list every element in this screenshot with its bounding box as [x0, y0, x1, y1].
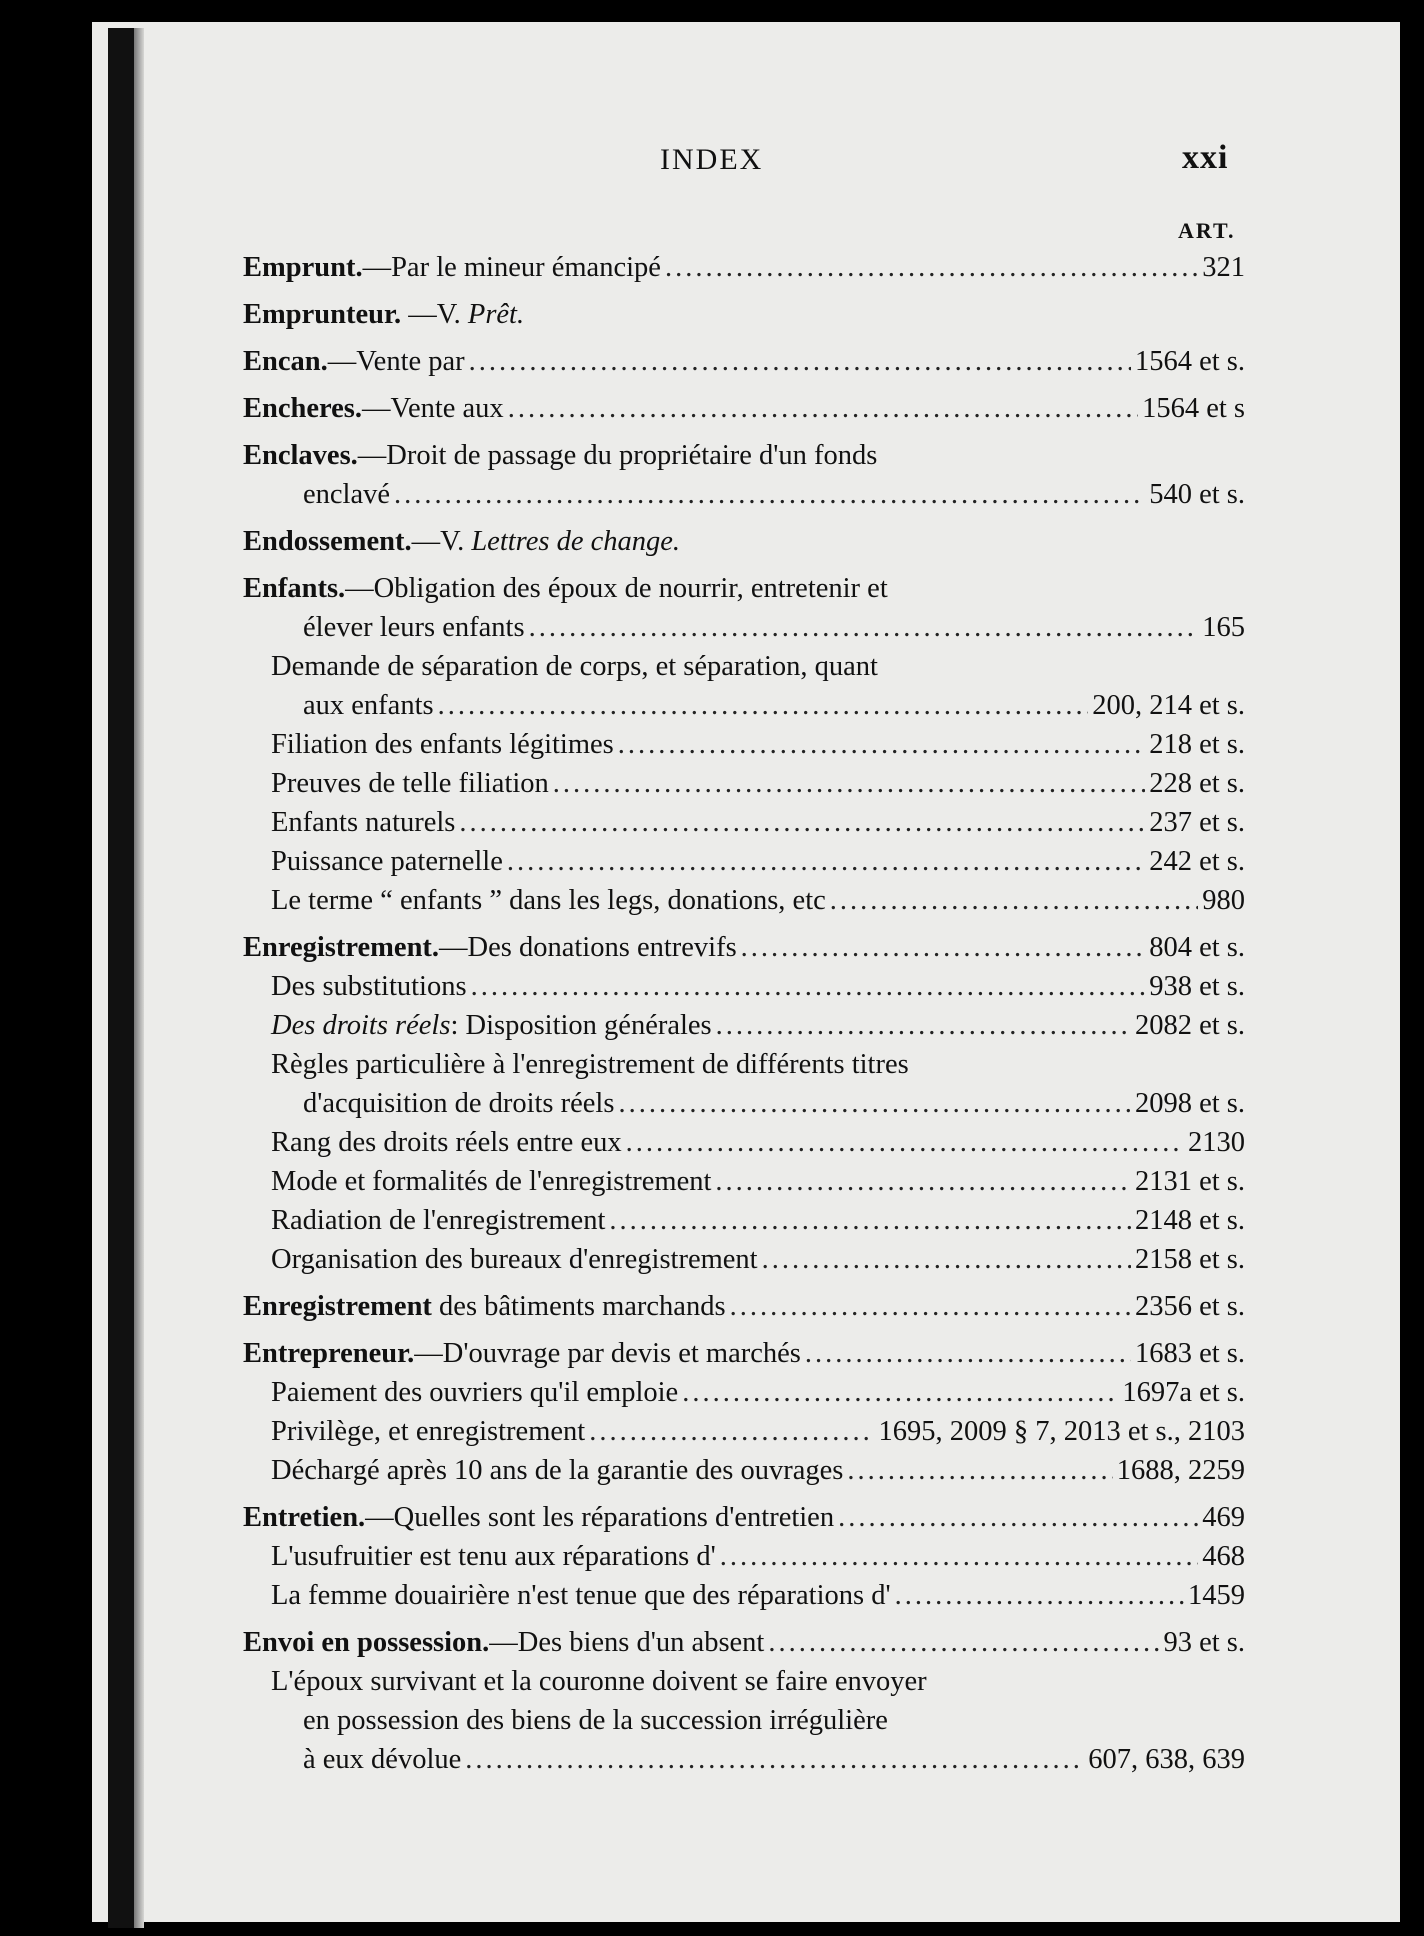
index-subentry [243, 1740, 1245, 1779]
entry-text [271, 1162, 711, 1201]
index-entry-heading [243, 928, 1245, 967]
article-reference: 321 [1202, 252, 1245, 283]
entry-text [271, 803, 455, 842]
index-subentry [243, 1201, 1245, 1240]
entry-headword: Enregistrement [243, 1291, 432, 1322]
index-subentry [243, 725, 1245, 764]
dot-leaders [741, 928, 1146, 967]
entry-headword: Endossement. [243, 526, 412, 557]
entry-description: Règles particulière à l'enregistrement de différents titres [271, 1049, 909, 1080]
index-subentry [243, 647, 1245, 686]
article-reference: 242 et s. [1149, 846, 1245, 877]
entry-description: La femme douairière n'est tenue que des réparations d' [271, 1580, 891, 1611]
entry-description: —Quelles sont les réparations d'entretien [365, 1502, 835, 1533]
entry-description: Des substitutions [271, 971, 467, 1002]
dot-leaders [805, 1334, 1131, 1373]
index-subentry [243, 1084, 1245, 1123]
index-subentry [243, 967, 1245, 1006]
index-subentry [243, 1412, 1245, 1451]
entry-text [271, 967, 467, 1006]
entry-description: —D'ouvrage par devis et marchés [414, 1338, 801, 1369]
index-entry-heading [243, 342, 1245, 381]
entry-description: —Par le mineur émancipé [362, 252, 661, 283]
index-subentry [243, 1240, 1245, 1279]
entry-text [271, 1373, 678, 1412]
index-subentry [243, 1123, 1245, 1162]
entry-description: : Disposition générales [450, 1010, 712, 1041]
entry-description: Mode et formalités de l'enregistrement [271, 1166, 712, 1197]
entry-description: d'acquisition de droits réels [303, 1088, 615, 1119]
entry-description: Radiation de l'enregistrement [271, 1205, 606, 1236]
article-reference: 980 [1202, 885, 1245, 916]
index-subentry [243, 1576, 1245, 1615]
index-subentry [243, 1701, 1245, 1740]
article-reference: 2098 et s. [1134, 1088, 1245, 1119]
entry-text [243, 1498, 834, 1537]
running-header [0, 139, 1424, 183]
index-subentry [243, 608, 1245, 647]
dot-leaders [847, 1451, 1112, 1490]
index-entry-heading [243, 522, 1245, 561]
entry-text [243, 569, 888, 608]
entry-text [303, 1701, 888, 1740]
dot-leaders [716, 1006, 1131, 1045]
entry-description: —Vente aux [362, 393, 504, 424]
article-reference: 1688, 2259 [1116, 1455, 1245, 1486]
dot-leaders [469, 342, 1131, 381]
entry-description: Demande de séparation de corps, et séparation, quant [271, 651, 878, 682]
dot-leaders [471, 967, 1146, 1006]
entry-description: Le terme “ enfants ” dans les legs, donations, etc [271, 885, 826, 916]
entry-headword: Emprunt. [243, 252, 363, 283]
article-reference: 2356 et s. [1134, 1291, 1245, 1322]
article-reference: 469 [1202, 1502, 1245, 1533]
dot-leaders [507, 842, 1145, 881]
entry-italic-lead: Des droits réels [271, 1010, 451, 1041]
dot-leaders [589, 1412, 874, 1451]
entry-description: Puissance paternelle [271, 846, 503, 877]
dot-leaders [438, 686, 1089, 725]
dot-leaders [553, 764, 1145, 803]
entry-text [243, 1287, 726, 1326]
dot-leaders [715, 1162, 1131, 1201]
entry-headword: Enregistrement. [243, 932, 440, 963]
index-subentry [243, 1045, 1245, 1084]
index-subentry [243, 475, 1245, 514]
index-subentry [243, 686, 1245, 725]
entry-headword: Enclaves. [243, 440, 358, 471]
entry-text [271, 1006, 712, 1045]
entry-text [271, 1662, 927, 1701]
article-reference: 2130 [1188, 1127, 1245, 1158]
entry-headword: Encheres. [243, 393, 363, 424]
index-subentry [243, 1537, 1245, 1576]
entry-description: —Des donations entrevifs [439, 932, 737, 963]
article-reference: 938 et s. [1149, 971, 1245, 1002]
entry-headword: Emprunteur. [243, 299, 402, 330]
entry-text [271, 1123, 622, 1162]
entry-text [243, 1334, 801, 1373]
entry-description: L'usufruitier est tenu aux réparations d' [271, 1541, 716, 1572]
dot-leaders [830, 881, 1198, 920]
entry-text [243, 928, 737, 967]
article-reference: 1459 [1188, 1580, 1245, 1611]
dot-leaders [618, 725, 1145, 764]
article-reference: 1697a et s. [1122, 1377, 1245, 1408]
dot-leaders [730, 1287, 1131, 1326]
entry-text [271, 1045, 909, 1084]
entry-text [271, 1451, 843, 1490]
index-entry-heading [243, 295, 1245, 334]
entry-description: —Des biens d'un absent [489, 1627, 765, 1658]
index-subentry [243, 1451, 1245, 1490]
article-reference: 1695, 2009 § 7, 2013 et s., 2103 [878, 1416, 1245, 1447]
entry-text [243, 436, 877, 475]
entry-description: Privilège, et enregistrement [271, 1416, 586, 1447]
entry-description: Organisation des bureaux d'enregistrement [271, 1244, 758, 1275]
entry-text [271, 1537, 716, 1576]
entry-description: en possession des biens de la succession irrégulière [303, 1705, 888, 1736]
entry-headword: Encan. [243, 346, 328, 377]
article-reference: 2158 et s. [1134, 1244, 1245, 1275]
entry-description: enclavé [303, 479, 391, 510]
index-entry-heading [243, 1623, 1245, 1662]
dot-leaders [508, 389, 1138, 428]
entry-cross-reference: Prêt. [467, 299, 525, 330]
article-reference: 218 et s. [1149, 729, 1245, 760]
article-reference: 165 [1202, 612, 1245, 643]
entry-description: des bâtiments marchands [431, 1291, 726, 1322]
entry-headword: Enfants. [243, 573, 346, 604]
entry-description: —V. [411, 526, 465, 557]
index-subentry [243, 1162, 1245, 1201]
running-title: INDEX [660, 143, 764, 176]
entry-description: élever leurs enfants [303, 612, 525, 643]
entry-text [243, 389, 504, 428]
entry-text [271, 1240, 758, 1279]
dot-leaders [720, 1537, 1198, 1576]
index-entry-heading [243, 1334, 1245, 1373]
article-reference: 468 [1202, 1541, 1245, 1572]
entry-description: —Droit de passage du propriétaire d'un fonds [357, 440, 878, 471]
article-reference: 1683 et s. [1134, 1338, 1245, 1369]
entry-text [303, 1740, 461, 1779]
article-reference: 540 et s. [1149, 479, 1245, 510]
gutter-shadow [134, 28, 144, 1928]
entry-description: à eux dévolue [303, 1744, 462, 1775]
article-reference: 2082 et s. [1134, 1010, 1245, 1041]
entry-description: Preuves de telle filiation [271, 768, 549, 799]
article-reference: 93 et s. [1163, 1627, 1245, 1658]
article-reference: 1564 et s. [1134, 346, 1245, 377]
article-reference: 804 et s. [1149, 932, 1245, 963]
article-reference: 237 et s. [1149, 807, 1245, 838]
index-subentry [243, 764, 1245, 803]
entry-text [303, 686, 434, 725]
index-entries [243, 248, 1245, 1779]
entry-text [271, 1576, 891, 1615]
index-entry-heading [243, 389, 1245, 428]
entry-text [243, 1623, 764, 1662]
article-reference: 2131 et s. [1134, 1166, 1245, 1197]
entry-cross-reference: Lettres de change. [471, 526, 681, 557]
entry-headword: Entrepreneur. [243, 1338, 415, 1369]
index-entry-heading [243, 1287, 1245, 1326]
article-reference: 200, 214 et s. [1092, 690, 1245, 721]
index-subentry [243, 1373, 1245, 1412]
entry-description: —Vente par [327, 346, 465, 377]
entry-text [271, 725, 614, 764]
dot-leaders [465, 1740, 1084, 1779]
entry-text [303, 475, 390, 514]
dot-leaders [394, 475, 1145, 514]
entry-description: L'époux survivant et la couronne doivent se faire envoyer [271, 1666, 927, 1697]
entry-text [243, 522, 680, 561]
entry-text [243, 248, 661, 287]
entry-description: Enfants naturels [271, 807, 456, 838]
entry-headword: Envoi en possession. [243, 1627, 490, 1658]
entry-text [303, 608, 525, 647]
entry-text [271, 764, 549, 803]
entry-text [271, 1201, 605, 1240]
entry-headword: Entretien. [243, 1502, 366, 1533]
dot-leaders [895, 1576, 1184, 1615]
article-reference: 228 et s. [1149, 768, 1245, 799]
index-entry-heading [243, 569, 1245, 608]
dot-leaders [626, 1123, 1184, 1162]
index-entry-heading [243, 248, 1245, 287]
index-subentry [243, 842, 1245, 881]
entry-description: —V. [401, 299, 461, 330]
entry-description: —Obligation des époux de nourrir, entretenir et [345, 573, 888, 604]
index-subentry [243, 1006, 1245, 1045]
dot-leaders [665, 248, 1198, 287]
dot-leaders [768, 1623, 1159, 1662]
entry-description: Déchargé après 10 ans de la garantie des ouvrages [271, 1455, 844, 1486]
dot-leaders [838, 1498, 1198, 1537]
book-gutter [108, 28, 134, 1928]
entry-description: Filiation des enfants légitimes [271, 729, 614, 760]
scan-border [1400, 22, 1424, 1936]
entry-description: aux enfants [303, 690, 434, 721]
dot-leaders [529, 608, 1199, 647]
entry-text [271, 647, 878, 686]
index-subentry [243, 881, 1245, 920]
index-entry-heading [243, 436, 1245, 475]
dot-leaders [459, 803, 1145, 842]
article-reference: 1564 et s [1142, 393, 1245, 424]
entry-text [243, 295, 524, 334]
dot-leaders [762, 1240, 1131, 1279]
index-entry-heading [243, 1498, 1245, 1537]
index-subentry [243, 1662, 1245, 1701]
entry-text [271, 1412, 585, 1451]
article-reference: 2148 et s. [1134, 1205, 1245, 1236]
article-reference: 607, 638, 639 [1088, 1744, 1245, 1775]
dot-leaders [682, 1373, 1118, 1412]
dot-leaders [618, 1084, 1131, 1123]
entry-text [243, 342, 465, 381]
entry-text [271, 881, 826, 920]
dot-leaders [609, 1201, 1131, 1240]
index-subentry [243, 803, 1245, 842]
entry-description: Paiement des ouvriers qu'il emploie [271, 1377, 679, 1408]
page-number: xxi [1182, 139, 1229, 176]
entry-description: Rang des droits réels entre eux [271, 1127, 622, 1158]
article-column-heading: ART. [1178, 218, 1236, 243]
entry-text [303, 1084, 614, 1123]
entry-text [271, 842, 503, 881]
